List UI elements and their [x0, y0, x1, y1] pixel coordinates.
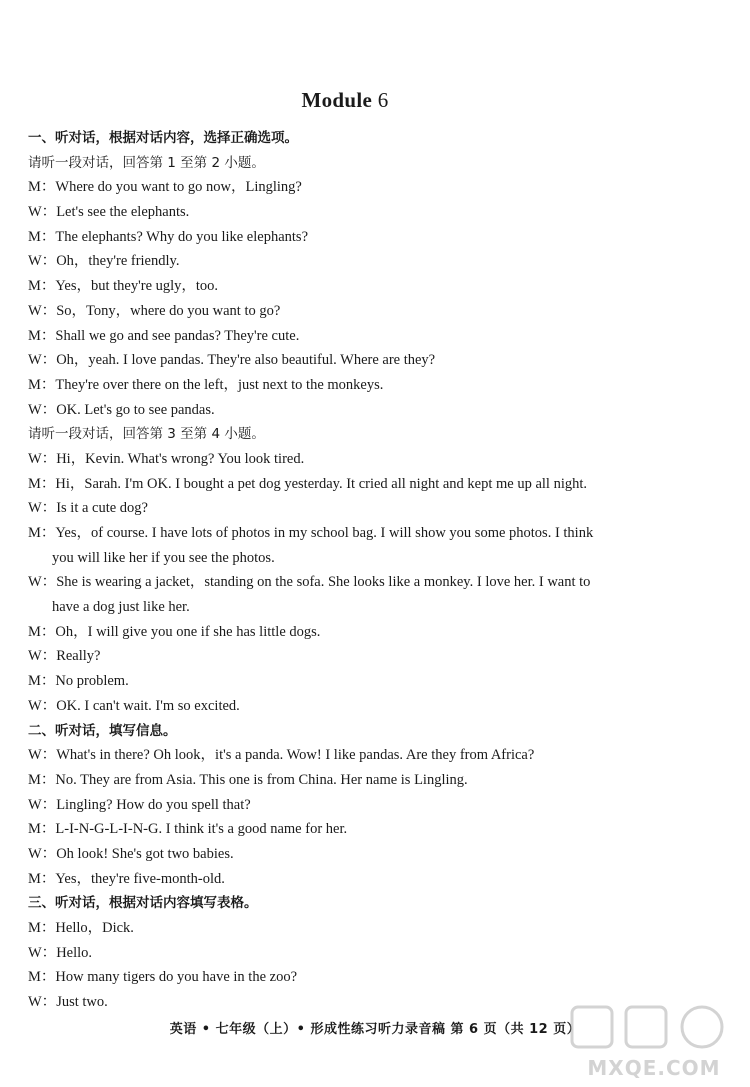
dialog-line — [28, 694, 688, 719]
dialog-text: Oh，I will give you one if she has little dogs. — [55, 623, 321, 640]
speaker-label: W： — [28, 450, 57, 467]
dialog-line — [28, 768, 688, 793]
dialog-line — [28, 669, 688, 694]
dialog-text: Lingling? How do you spell that? — [56, 796, 251, 813]
transcript-body — [28, 126, 688, 1015]
dialog-text: OK. Let's go to see pandas. — [56, 401, 215, 418]
dialog-text: Shall we go and see pandas? They're cute. — [55, 327, 300, 344]
dialog-line — [28, 299, 688, 324]
dialog-text: L-I-N-G-L-I-N-G. I think it's a good name for her. — [55, 821, 348, 838]
dialog-line — [28, 348, 688, 373]
section-heading: 一、听对话，根据对话内容，选择正确选项。 — [28, 130, 298, 146]
dialog-line — [28, 200, 688, 225]
section-heading: 二、听对话，填写信息。 — [28, 722, 177, 739]
dialog-line — [28, 398, 688, 423]
dialog-text: No. They are from Asia. This one is from China. Her name is Lingling. — [55, 771, 468, 788]
dialog-line — [28, 225, 688, 250]
dialog-line — [28, 496, 688, 521]
speaker-label: W： — [28, 994, 57, 1011]
dialog-text: Really? — [56, 648, 101, 665]
speaker-label: W： — [28, 845, 57, 862]
page-title — [0, 88, 690, 113]
dialog-text: Is it a cute dog? — [56, 500, 148, 517]
dialog-line — [28, 175, 688, 200]
speaker-label: M： — [28, 525, 56, 541]
dialog-text: Yes，but they're ugly，too. — [55, 278, 219, 295]
dialog-text: No problem. — [55, 673, 129, 690]
dialog-line — [28, 324, 688, 349]
dialog-text: Where do you want to go now，Lingling? — [55, 179, 302, 196]
dialog-continuation: have a dog just like her. — [52, 599, 190, 616]
speaker-label: W： — [28, 697, 57, 714]
dialog-line — [28, 743, 688, 768]
dialog-text: How many tigers do you have in the zoo? — [55, 969, 298, 986]
dialog-line — [28, 793, 688, 818]
dialog-line — [28, 447, 688, 472]
speaker-label: M： — [28, 920, 56, 936]
dialog-line — [28, 274, 688, 299]
speaker-label: M： — [28, 278, 56, 295]
speaker-label: W： — [28, 648, 57, 665]
speaker-label: M： — [28, 179, 56, 196]
dialog-text: Hello，Dick. — [55, 920, 134, 936]
speaker-label: M： — [28, 870, 56, 887]
dialog-continuation: you will like her if you see the photos. — [52, 549, 275, 566]
speaker-label: W： — [28, 302, 57, 319]
watermark-logo-icon — [564, 1003, 744, 1083]
instruction-line: 请听一段对话，回答第 1 至第 2 小题。 — [28, 154, 265, 171]
dialog-text: The elephants? Why do you like elephants? — [55, 228, 309, 245]
speaker-label: M： — [28, 376, 56, 393]
speaker-label: M： — [28, 623, 56, 640]
speaker-label: W： — [28, 204, 57, 221]
dialog-line — [28, 620, 688, 645]
dialog-text: So，Tony，where do you want to go? — [56, 302, 281, 319]
speaker-label: W： — [28, 796, 57, 813]
dialog-text: Oh look! She's got two babies. — [56, 845, 234, 862]
dialog-line — [28, 249, 688, 274]
speaker-label: M： — [28, 771, 56, 788]
dialog-line — [28, 373, 688, 398]
dialog-line — [28, 941, 688, 966]
dialog-text: Hi，Sarah. I'm OK. I bought a pet dog yesterday. It cried all night and kept me up all night. — [55, 475, 588, 492]
title-word: Module — [301, 88, 373, 112]
dialog-line — [28, 472, 688, 497]
dialog-line — [28, 842, 688, 867]
speaker-label: W： — [28, 747, 57, 764]
dialog-text: She is wearing a jacket，standing on the sofa. She looks like a monkey. I love her. I want to — [56, 574, 591, 591]
speaker-label: W： — [28, 500, 57, 517]
dialog-text: What's in there? Oh look，it's a panda. Wow! I like pandas. Are they from Africa? — [56, 747, 535, 764]
speaker-label: M： — [28, 673, 56, 690]
speaker-label: M： — [28, 327, 56, 344]
dialog-text: Oh，yeah. I love pandas. They're also beautiful. Where are they? — [56, 352, 436, 369]
speaker-label: M： — [28, 475, 56, 492]
speaker-label: M： — [28, 821, 56, 838]
page-footer: 英语 • 七年级（上）• 形成性练习听力录音稿 第 6 页（共 12 页） — [169, 1022, 581, 1037]
dialog-line — [28, 867, 688, 892]
dialog-text: Oh，they're friendly. — [56, 253, 180, 270]
dialog-text: Hello. — [56, 944, 93, 961]
speaker-label: W： — [28, 253, 57, 270]
speaker-label: W： — [28, 352, 57, 369]
instruction-line: 请听一段对话，回答第 3 至第 4 小题。 — [28, 426, 265, 443]
dialog-text: They're over there on the left，just next to the monkeys. — [55, 376, 384, 393]
dialog-text: Let's see the elephants. — [56, 204, 190, 221]
dialog-line — [28, 644, 688, 669]
speaker-label: W： — [28, 944, 57, 961]
title-number: 6 — [377, 88, 389, 112]
section-heading: 三、听对话，根据对话内容填写表格。 — [28, 895, 258, 912]
speaker-label: W： — [28, 574, 57, 591]
dialog-text: Yes，they're five-month-old. — [55, 870, 225, 887]
speaker-label: M： — [28, 228, 56, 245]
speaker-label: M： — [28, 969, 56, 986]
dialog-line — [28, 965, 688, 990]
dialog-line — [28, 916, 688, 941]
dialog-text: OK. I can't wait. I'm so excited. — [56, 697, 240, 714]
dialog-line — [28, 570, 688, 595]
dialog-line — [28, 521, 688, 546]
dialog-text: Hi，Kevin. What's wrong? You look tired. — [56, 450, 305, 467]
dialog-text: Yes，of course. I have lots of photos in my school bag. I will show you some photos. I think — [55, 525, 594, 541]
watermark-text: MXQE.COM — [587, 1056, 721, 1080]
speaker-label: W： — [28, 401, 57, 418]
dialog-line — [28, 817, 688, 842]
dialog-text: Just two. — [56, 994, 108, 1011]
